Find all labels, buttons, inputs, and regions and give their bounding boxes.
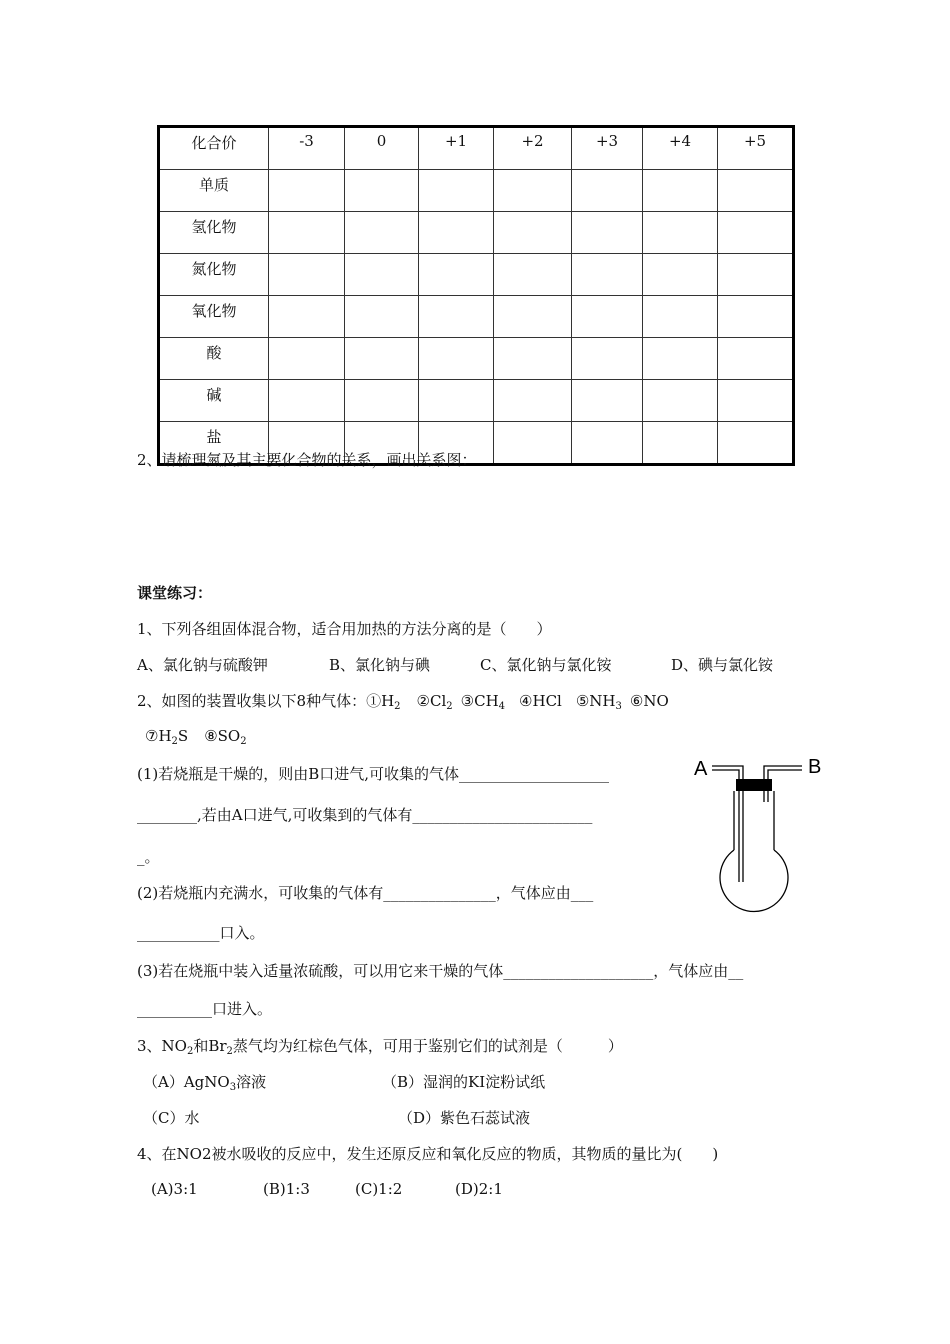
p2-so2: ⑧SO: [204, 727, 241, 745]
table-cell[interactable]: [419, 254, 494, 296]
row-label: 单质: [159, 170, 269, 212]
table-cell[interactable]: [269, 170, 345, 212]
p2-sub1-line1: (1)若烧瓶是干燥的，则由B口进气,可收集的气体____________________: [137, 765, 610, 783]
table-row: [159, 380, 794, 422]
table-cell[interactable]: [643, 338, 718, 380]
practice-title: 课堂练习：: [137, 584, 213, 602]
p3-stem-c: 蒸气均为红棕色气体，可用于鉴别它们的试剂是（ ）: [232, 1037, 623, 1055]
no2-subscript: 2: [186, 1046, 194, 1057]
table-cell[interactable]: [718, 254, 794, 296]
p1-option-b: B、氯化钠与碘: [329, 656, 431, 674]
table-cell[interactable]: [419, 380, 494, 422]
table-cell[interactable]: [269, 338, 345, 380]
p2-cl2: ②Cl: [416, 692, 447, 710]
p2-stem-line2: [145, 727, 247, 747]
flask-bulb: [720, 850, 788, 911]
h2-subscript: 2: [394, 701, 401, 712]
p2-hcl: ④HCl: [519, 692, 562, 710]
p1-stem: 1、下列各组固体混合物，适合用加热的方法分离的是（ ）: [137, 620, 552, 638]
table-cell[interactable]: [269, 296, 345, 338]
stopper: [736, 779, 772, 791]
table-cell[interactable]: [345, 254, 419, 296]
table-row: [159, 338, 794, 380]
table-cell[interactable]: [494, 170, 572, 212]
table-cell[interactable]: [494, 380, 572, 422]
table-row: [159, 170, 794, 212]
p3-option-d: （D）紫色石蕊试液: [398, 1109, 531, 1127]
table-cell[interactable]: [572, 212, 643, 254]
table-cell[interactable]: [572, 296, 643, 338]
p2-h2s-b: S: [177, 727, 189, 745]
header-cell: +2: [494, 127, 572, 170]
p2-sub3-line1: (3)若在烧瓶中装入适量浓硫酸，可以用它来干燥的气体____________________，气体应由__: [137, 962, 744, 980]
ch4-subscript: 4: [498, 701, 506, 712]
header-cell: +5: [718, 127, 794, 170]
p3-stem-a: 3、NO: [137, 1037, 187, 1055]
table-cell[interactable]: [643, 254, 718, 296]
tube-b-inner: [768, 770, 802, 802]
table-row: [159, 254, 794, 296]
p2-sub1-line3: _。: [137, 848, 160, 866]
so2-subscript: 2: [240, 736, 247, 747]
table-cell[interactable]: [718, 296, 794, 338]
p1-option-a: A、氯化钠与硫酸钾: [137, 656, 268, 674]
table-cell[interactable]: [494, 422, 572, 465]
table-cell[interactable]: [345, 296, 419, 338]
table-cell[interactable]: [718, 422, 794, 465]
table-cell[interactable]: [643, 380, 718, 422]
table-cell[interactable]: [572, 170, 643, 212]
p2-no: ⑥NO: [629, 692, 669, 710]
table-cell[interactable]: [494, 296, 572, 338]
p3-option-b: （B）湿润的KI淀粉试纸: [382, 1073, 546, 1091]
p2-nh3: ⑤NH: [575, 692, 616, 710]
p2-h2s-a: ⑦H: [145, 727, 172, 745]
p4-option-a: (A)3:1: [151, 1180, 198, 1198]
header-cell: +3: [572, 127, 643, 170]
header-cell: 0: [345, 127, 419, 170]
table-cell[interactable]: [643, 212, 718, 254]
p3-option-a: [143, 1071, 266, 1093]
table-cell[interactable]: [718, 338, 794, 380]
table-cell[interactable]: [643, 296, 718, 338]
table-cell[interactable]: [494, 212, 572, 254]
row-label: 氧化物: [159, 296, 269, 338]
p2-sub2-line2: ___________口入。: [137, 924, 265, 942]
table-cell[interactable]: [494, 254, 572, 296]
p4-option-b: (B)1:3: [263, 1180, 310, 1198]
row-label: 酸: [159, 338, 269, 380]
header-cell: +4: [643, 127, 718, 170]
gas-collection-flask-diagram: [690, 750, 835, 915]
row-label: 氢化物: [159, 212, 269, 254]
table-cell[interactable]: [718, 212, 794, 254]
table-cell[interactable]: [572, 380, 643, 422]
label-b: B: [808, 756, 822, 778]
table-cell[interactable]: [419, 170, 494, 212]
tube-a-inner: [712, 770, 739, 882]
p1-option-c: C、氯化钠与氯化铵: [480, 656, 612, 674]
table-cell[interactable]: [345, 170, 419, 212]
table-cell[interactable]: [572, 338, 643, 380]
table-cell[interactable]: [643, 170, 718, 212]
table-cell[interactable]: [494, 338, 572, 380]
p3-option-c: （C）水: [143, 1109, 200, 1127]
table-row: [159, 296, 794, 338]
h2s-subscript: 2: [171, 736, 178, 747]
table-cell[interactable]: [643, 422, 718, 465]
table-cell[interactable]: [345, 212, 419, 254]
header-cell: 化合价: [159, 127, 269, 170]
valence-table: [157, 125, 795, 466]
table-cell[interactable]: [345, 380, 419, 422]
p2-sub1-line2: ________,若由A口进气,可收集到的气体有________________________: [137, 806, 593, 824]
table-cell[interactable]: [419, 296, 494, 338]
p2-sub3-line2: __________口进入。: [137, 1000, 273, 1018]
header-cell: -3: [269, 127, 345, 170]
cl2-subscript: 2: [446, 701, 453, 712]
table-cell[interactable]: [419, 338, 494, 380]
table-cell[interactable]: [269, 380, 345, 422]
table-cell[interactable]: [419, 212, 494, 254]
p4-option-c: (C)1:2: [355, 1180, 403, 1198]
table-row: [159, 212, 794, 254]
table-cell[interactable]: [572, 422, 643, 465]
table-header-row: [159, 127, 794, 170]
p3-option-a-post: 溶液: [236, 1073, 267, 1091]
table-cell[interactable]: [718, 380, 794, 422]
table-cell[interactable]: [572, 254, 643, 296]
table-cell[interactable]: [269, 212, 345, 254]
p2-stem: [137, 690, 669, 712]
question-2-text: 2、请梳理氮及其主要化合物的关系，画出关系图：: [137, 451, 477, 469]
table-cell[interactable]: [269, 254, 345, 296]
p3-option-a-pre: （A）AgNO: [143, 1073, 230, 1091]
p1-option-d: D、碘与氯化铵: [671, 656, 774, 674]
agno3-subscript: 3: [229, 1082, 237, 1093]
p4-stem: 4、在NO2被水吸收的反应中，发生还原反应和氧化反应的物质，其物质的量比为( ): [137, 1145, 719, 1163]
p2-stem-pre: 2、如图的装置收集以下8种气体：①H: [137, 692, 395, 710]
row-label: 氮化物: [159, 254, 269, 296]
p4-option-d: (D)2:1: [455, 1180, 503, 1198]
br2-subscript: 2: [226, 1046, 233, 1057]
table-cell[interactable]: [345, 338, 419, 380]
p3-stem-b: 和Br: [193, 1037, 227, 1055]
p3-stem: [137, 1035, 623, 1057]
p2-sub2-line1: (2)若烧瓶内充满水，可收集的气体有_______________，气体应由___: [137, 884, 594, 902]
label-a: A: [694, 758, 708, 780]
row-label: 盐: [159, 422, 269, 465]
table-cell[interactable]: [718, 170, 794, 212]
row-label: 碱: [159, 380, 269, 422]
nh3-subscript: 3: [615, 701, 622, 712]
header-cell: +1: [419, 127, 494, 170]
p2-ch4: ③CH: [460, 692, 499, 710]
